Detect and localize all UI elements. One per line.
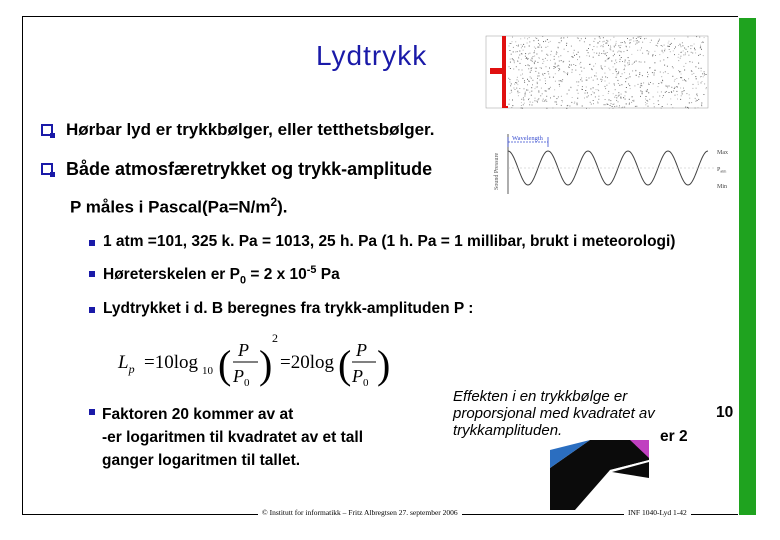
svg-text:=10log: =10log bbox=[144, 352, 198, 373]
patm-label: $P_{atm}$ bbox=[717, 167, 727, 174]
bullet-text-3: P måles i $Pascal(Pa=N/m^2)$. bbox=[70, 195, 288, 217]
green-accent-bar bbox=[739, 18, 756, 515]
subbullet-square-icon bbox=[89, 240, 95, 246]
slide-title: Lydtrykk bbox=[316, 40, 428, 71]
svg-text:P0: $P_0$ bbox=[233, 366, 250, 389]
svg-text:P: P bbox=[356, 340, 367, 360]
min-label: Min bbox=[717, 184, 728, 190]
wave-yaxis-label: Sound Pressure bbox=[494, 152, 500, 190]
slide-frame-left bbox=[22, 16, 23, 515]
wavelength-label: Wavelength bbox=[512, 135, 543, 142]
callout-number-10: 10 bbox=[716, 404, 734, 421]
bullet-q-icon bbox=[41, 124, 53, 136]
callout-er-2: er 2 bbox=[660, 428, 688, 445]
slide-frame-top bbox=[22, 16, 738, 17]
subbullet-factor-20: Faktoren 20 kommer av at -er logaritmen til kvadratet av et tall ganger logaritmen til tallet. bbox=[102, 406, 364, 469]
effect-callout: Effekten i en trykkbølge er proporsjonal med kvadratet av trykkamplituden. bbox=[453, 388, 655, 439]
bullet-text-1: Hørbar lyd er trykkbølger, eller tetthetsbølger. bbox=[66, 120, 435, 139]
footer-slide-code: INF 1040-Lyd 1-42 bbox=[624, 508, 691, 517]
subbullet-square-icon bbox=[89, 307, 95, 313]
svg-text:P: P bbox=[238, 340, 249, 360]
lp-formula bbox=[116, 326, 391, 394]
svg-text:2: 2 bbox=[272, 331, 278, 345]
subbullet-hearing-threshold: Høreterskelen er $P_0 = 2$ x $10^{-5}$ Pa bbox=[103, 264, 340, 287]
decorative-graphic bbox=[550, 440, 649, 510]
bullet-q-icon bbox=[41, 163, 53, 175]
subbullet-db-formula-intro: Lydtrykket i d. B beregnes fra trykk-amplituden P : bbox=[103, 300, 474, 317]
max-label: Max bbox=[717, 150, 728, 156]
sound-wave-diagram bbox=[486, 132, 731, 196]
subbullet-square-icon bbox=[89, 409, 95, 415]
bullet-text-2: Både atmosfæretrykket og trykk-amplitude bbox=[66, 159, 433, 179]
svg-text:(: ( bbox=[218, 342, 232, 387]
svg-text:=20log: =20log bbox=[280, 352, 334, 373]
svg-text:): ) bbox=[377, 342, 391, 387]
subbullet-atm: 1 atm =101, 325 k. Pa = 1013, 25 h. Pa (1 h. Pa = 1 millibar, brukt i meteorologi) bbox=[103, 233, 676, 250]
svg-text:): ) bbox=[259, 342, 273, 387]
svg-text:(: ( bbox=[338, 342, 352, 387]
svg-text:P0: $P_0$ bbox=[352, 366, 369, 389]
pressure-density-image bbox=[486, 36, 708, 108]
svg-text:10: 10 bbox=[202, 365, 213, 377]
footer-credit: © Institutt for informatikk – Fritz Albregtsen 27. september 2006 bbox=[258, 508, 462, 517]
subbullet-square-icon bbox=[89, 271, 95, 277]
svg-text:Lp: $L_p$ bbox=[118, 352, 135, 376]
